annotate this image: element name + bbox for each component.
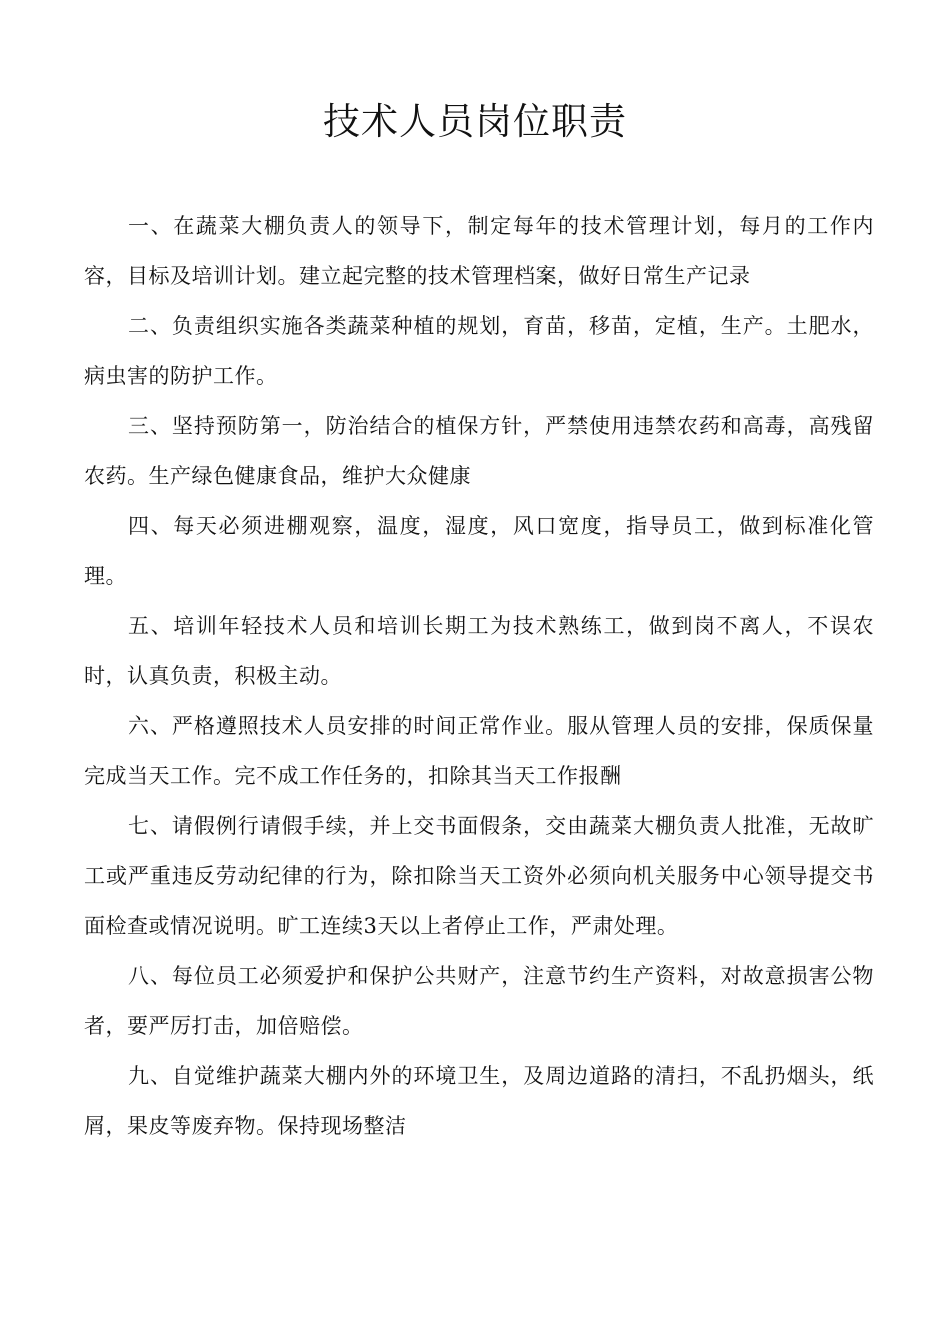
clause-6: 六、严格遵照技术人员安排的时间正常作业。服从管理人员的安排，保质保量完成当天工作。完不成工作任务的，扣除其当天工作报酬 — [84, 714, 874, 788]
document-body — [84, 201, 874, 1151]
clause-3: 三、坚持预防第一，防治结合的植保方针，严禁使用违禁农药和高毒，高残留农药。生产绿色健康食品，维护大众健康 — [84, 414, 874, 488]
clause-5: 五、培训年轻技术人员和培训长期工为技术熟练工，做到岗不离人，不误农时，认真负责，积极主动。 — [84, 614, 874, 688]
clause-1: 一、在蔬菜大棚负责人的领导下，制定每年的技术管理计划，每月的工作内容，目标及培训计划。建立起完整的技术管理档案，做好日常生产记录 — [84, 214, 874, 288]
clause-4: 四、每天必须进棚观察，温度，湿度，风口宽度，指导员工，做到标准化管理。 — [84, 514, 874, 588]
clause-7: 七、请假例行请假手续，并上交书面假条，交由蔬菜大棚负责人批准，无故旷工或严重违反劳动纪律的行为，除扣除当天工资外必须向机关服务中心领导提交书面检查或情况说明。旷工连续3天以上者停止工作，严肃处理。 — [84, 814, 874, 938]
clause-2: 二、负责组织实施各类蔬菜种植的规划，育苗，移苗，定植，生产。土肥水，病虫害的防护工作。 — [84, 314, 874, 388]
document-title: 技术人员岗位职责 — [323, 100, 627, 143]
clause-9: 九、自觉维护蔬菜大棚内外的环境卫生，及周边道路的清扫，不乱扔烟头，纸屑，果皮等废弃物。保持现场整洁 — [84, 1064, 874, 1138]
clause-8: 八、每位员工必须爱护和保护公共财产，注意节约生产资料，对故意损害公物者，要严厉打击，加倍赔偿。 — [84, 964, 874, 1038]
